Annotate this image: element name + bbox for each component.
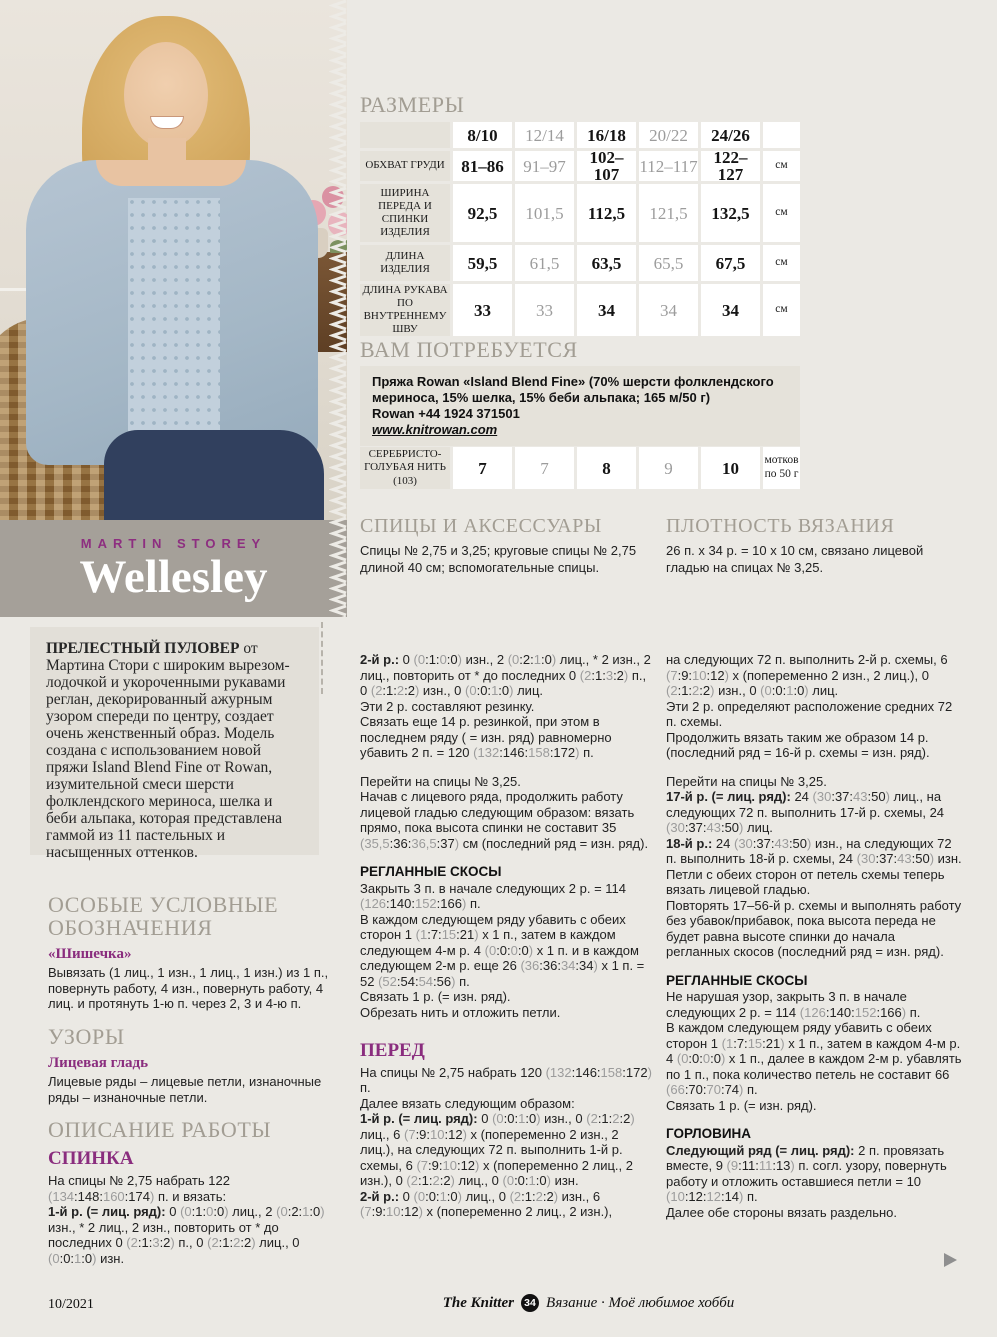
instruction-paragraph: Петли с обеих сторон от петель схемы теперь вязать лицевой гладью.: [666, 866, 945, 897]
table-cell: 67,5: [701, 245, 760, 281]
table-cell: [763, 122, 800, 148]
instruction-paragraph: В каждом следующем ряду убавить с обеих сторон 1 (1:7:15:21) х 1 п., затем в каждом 4-м р. 4 (0:0:0:0) х 1 п., далее в каждом 2-м р. убавлять по 1 п., пока количество петель не составит 66 (66:70:70:74) п.: [666, 1020, 962, 1097]
instruction-paragraph: на следующих 72 п. выполнить 2-й р. схемы, 6 (7:9:10:12) х (попеременно 2 изн., 2 лиц.), 0 (2:1:2:2) изн., 0 (0:0:1:0) лиц.: [666, 652, 948, 698]
yarn-description: Пряжа Rowan «Island Blend Fine» (70% шерсти фолклендского мериноса, 15% шелка, 15% беби альпака; 165 м/50 г): [372, 374, 774, 405]
gauge-heading: ПЛОТНОСТЬ ВЯЗАНИЯ: [666, 515, 895, 537]
gauge-text: 26 п. х 34 р. = 10 х 10 см, связано лицевой гладью на спицах № 3,25.: [666, 543, 924, 575]
intro-box: [30, 627, 319, 861]
footer-tagline: Вязание · Моё любимое хобби: [545, 1294, 735, 1311]
instruction-paragraph: 17-й р. (= лиц. ряд): 24 (30:37:43:50) лиц., на следующих 72 п. выполнить 17-й р. схемы, 24 (30:37:43:50) лиц.: [666, 789, 945, 835]
table-cell: 7: [515, 447, 574, 489]
table-cell: 65,5: [639, 245, 698, 281]
table-cell: 33: [515, 284, 574, 336]
table-cell: см: [763, 184, 800, 242]
table-cell: 112,5: [577, 184, 636, 242]
footer-brand: The Knitter: [442, 1294, 514, 1311]
table-cell: ШИРИНА ПЕРЕДА И СПИНКИ ИЗДЕЛИЯ: [360, 184, 450, 242]
section-heading: ОПИСАНИЕ РАБОТЫ: [48, 1117, 272, 1143]
sub-heading: «Шишечка»: [48, 946, 132, 963]
table-cell: 92,5: [453, 184, 512, 242]
table-cell: 8: [577, 447, 636, 489]
table-cell: 9: [639, 447, 698, 489]
model-photo: [0, 0, 347, 520]
table-cell: [360, 122, 450, 148]
intro-paragraph: [46, 640, 303, 861]
table-cell: 34: [577, 284, 636, 336]
table-cell: мотков по 50 г: [763, 447, 800, 489]
instruction-paragraph: Не нарушая узор, закрыть 3 п. в начале следующих 2 р. = 114 (126:140:152:166) п.: [666, 989, 921, 1020]
model-jeans: [104, 430, 324, 520]
table-cell: ДЛИНА РУКАВА ПО ВНУТРЕННЕМУ ШВУ: [360, 284, 450, 336]
part-heading: СПИНКА: [48, 1148, 134, 1170]
table-cell: 63,5: [577, 245, 636, 281]
instruction-paragraph: 18-й р.: 24 (30:37:43:50) изн., на следующих 72 п. выполнить 18-й р. схемы, 24 (30:37:43:50) изн.: [666, 835, 962, 866]
intro-text: от Мартина Стори с широким вырезом-лодочкой и укороченными рукавами реглан, декорированный ажурным узором спереди по центру, создает очень женственный образ. Модель создана с использованием новой пряжи Island Blend Fine от Rowan, изумительной смеси шерсти фолклендского мериноса, шелка и беби альпака, которая представлена гаммой из 11 пастельных и насыщенных оттенков.: [46, 640, 290, 861]
part-heading: ПЕРЕД: [360, 1040, 425, 1061]
table-cell: 33: [453, 284, 512, 336]
table-cell: 122–127: [701, 151, 760, 181]
instruction-paragraph: Связать 1 р. (= изн. ряд).: [360, 989, 511, 1004]
instruction-paragraph: 2-й р.: 0 (0:1:0:0) изн., 2 (0:2:1:0) лиц., * 2 изн., 2 лиц., повторить от * до последних 0 (2:1:3:2) п., 0 (2:1:2:2) изн., 0 (0:0:1:0) лиц.: [360, 652, 651, 698]
instruction-paragraph: Перейти на спицы № 3,25.: [360, 773, 521, 789]
torn-edge-zigzag-icon: [329, 0, 347, 617]
intro-lead: ПРЕЛЕСТНЫЙ ПУЛОВЕР: [46, 640, 240, 657]
yarn-amount-table: [360, 447, 800, 489]
spacer: [360, 761, 654, 774]
table-cell: 34: [701, 284, 760, 336]
instruction-paragraph: Обрезать нить и отложить петли.: [360, 1004, 561, 1020]
instruction-paragraph: Лицевые ряды – лицевые петли, изнаночные ряды – изнаночные петли.: [48, 1074, 322, 1105]
step-heading: ГОРЛОВИНА: [666, 1126, 752, 1141]
table-cell: 24/26: [701, 122, 760, 148]
spacer: [666, 960, 962, 973]
instruction-paragraph: Следующий ряд (= лиц. ряд): 2 п. провязать вместе, 9 (9:11:11:13) п. согл. узору, повернуть работу и отложить оставшиеся петли = 10 (10:12:12:14) п.: [666, 1142, 947, 1204]
table-cell: ДЛИНА ИЗДЕЛИЯ: [360, 245, 450, 281]
fold-dashed-line: [321, 622, 323, 694]
footer-page-number: 34: [521, 1294, 539, 1312]
table-cell: 20/22: [639, 122, 698, 148]
needles-heading: СПИЦЫ И АКСЕССУАРЫ: [360, 515, 602, 537]
instruction-paragraph: 1-й р. (= лиц. ряд): 0 (0:1:0:0) лиц., 2 (0:2:1:0) изн., * 2 лиц., 2 изн., повторить от * до последних 0 (2:1:3:2) п., 0 (2:1:2:2) лиц., 0 (0:0:1:0) изн.: [48, 1204, 325, 1266]
step-heading: РЕГЛАННЫЕ СКОСЫ: [360, 864, 502, 879]
instruction-paragraph: Продолжить вязать таким же образом 14 р. (последний ряд = 16-й р. схемы = изн. ряд).: [666, 729, 930, 760]
yarn-phone: Rowan +44 1924 371501: [372, 406, 520, 421]
instruction-paragraph: Далее обе стороны вязать раздельно.: [666, 1204, 897, 1220]
instruction-paragraph: На спицы № 2,75 набрать 120 (132:146:158:172) п.: [360, 1064, 652, 1096]
table-cell: 101,5: [515, 184, 574, 242]
lace-panel: [128, 198, 220, 464]
table-cell: 112–117: [639, 151, 698, 181]
instruction-paragraph: Вывязать (1 лиц., 1 изн., 1 лиц., 1 изн.) из 1 п., повернуть работу, 4 изн., повернуть работу, 4 лиц. и протянуть 1-ю п. через 2, 3 и 4-ю п.: [48, 965, 329, 1012]
instruction-paragraph: Закрыть 3 п. в начале следующих 2 р. = 114 (126:140:152:166) п.: [360, 880, 627, 911]
instruction-paragraph: Далее вязать следующим образом:: [360, 1095, 575, 1111]
table-cell: 59,5: [453, 245, 512, 281]
table-cell: 102–107: [577, 151, 636, 181]
materials-heading: ВАМ ПОТРЕБУЕТСЯ: [360, 337, 578, 362]
instruction-paragraph: Повторять 17–56-й р. схемы и выполнять работу без убавок/прибавок, пока высота переда не будет равна высоте спинки до начала регланных скосов (последний ряд = изн. ряд).: [666, 897, 962, 959]
model-face: [124, 42, 208, 148]
instruction-paragraph: Эти 2 р. составляют резинку.: [360, 698, 535, 714]
instructions-column-1: [48, 893, 330, 1266]
table-cell: 12/14: [515, 122, 574, 148]
table-cell: 8/10: [453, 122, 512, 148]
instruction-paragraph: Перейти на спицы № 3,25.: [666, 773, 827, 789]
instruction-paragraph: Связать еще 14 р. резинкой, при этом в последнем ряду ( = изн. ряд) равномерно убавить 2 п. = 120 (132:146:158:172) п.: [360, 714, 612, 760]
table-cell: 7: [453, 447, 512, 489]
spacer: [360, 851, 654, 864]
instruction-paragraph: 1-й р. (= лиц. ряд): 0 (0:0:1:0) изн., 0 (2:1:2:2) лиц., 6 (7:9:10:12) х (попеременно 2 изн., 2 лиц.), на следующих 72 п. выполнить 1-й р. схемы, 6 (7:9:10:12) х (попеременно 2 лиц., 2 изн.), 0 (2:1:2:2) лиц., 0 (0:0:1:0) изн.: [360, 1111, 635, 1189]
instruction-paragraph: 2-й р.: 0 (0:0:1:0) лиц., 0 (2:1:2:2) изн., 6 (7:9:10:12) х (попеременно 2 лиц., 2 изн.),: [360, 1188, 613, 1220]
sub-heading: Лицевая гладь: [48, 1055, 149, 1072]
section-heading: УЗОРЫ: [48, 1023, 125, 1049]
step-heading: РЕГЛАННЫЕ СКОСЫ: [666, 972, 808, 988]
designer-name: MARTIN STOREY: [80, 536, 267, 551]
pattern-title: Wellesley: [79, 551, 268, 603]
table-cell: 91–97: [515, 151, 574, 181]
table-cell: см: [763, 284, 800, 336]
section-heading: ОСОБЫЕ УСЛОВНЫЕ ОБОЗНАЧЕНИЯ: [48, 892, 279, 941]
continued-arrow-icon: [944, 1253, 957, 1267]
instruction-paragraph: В каждом следующем ряду убавить с обеих сторон 1 (1:7:15:21) х 1 п., затем в каждом следующем 4-м р. 4 (0:0:0:0) х 1 п. и в каждом следующем 2-м р. еще 26 (36:36:34:34) х 1 п. = 52 (52:54:54:56) п.: [360, 911, 645, 989]
needles-text: Спицы № 2,75 и 3,25; круговые спицы № 2,75 длиной 40 см; вспомогательные спицы.: [360, 543, 637, 575]
instructions-column-2: [360, 652, 654, 1220]
table-cell: см: [763, 151, 800, 181]
sizes-heading: РАЗМЕРЫ: [360, 92, 465, 117]
table-cell: 121,5: [639, 184, 698, 242]
footer: [180, 1294, 997, 1312]
footer-issue: 10/2021: [48, 1297, 94, 1312]
instruction-paragraph: Связать 1 р. (= изн. ряд).: [666, 1097, 817, 1113]
spacer: [666, 761, 962, 774]
instruction-paragraph: На спицы № 2,75 набрать 122 (134:148:160:174) п. и вязать:: [48, 1173, 230, 1204]
table-cell: 61,5: [515, 245, 574, 281]
boat-neckline: [96, 160, 246, 186]
table-cell: 132,5: [701, 184, 760, 242]
table-cell: 10: [701, 447, 760, 489]
table-cell: 16/18: [577, 122, 636, 148]
table-cell: 81–86: [453, 151, 512, 181]
yarn-info-box: [360, 366, 800, 446]
table-cell: см: [763, 245, 800, 281]
instruction-paragraph: Эти 2 р. определяют расположение средних 72 п. схемы.: [666, 698, 953, 729]
spacer: [360, 1020, 654, 1033]
table-cell: 34: [639, 284, 698, 336]
table-cell: СЕРЕБРИСТО-ГОЛУБАЯ НИТЬ (103): [360, 447, 450, 489]
spacer: [666, 1113, 962, 1126]
yarn-website: www.knitrowan.com: [372, 422, 498, 437]
instructions-column-3: [666, 652, 962, 1220]
sizes-table: [360, 122, 800, 336]
title-band: [0, 520, 347, 617]
instruction-paragraph: Начав с лицевого ряда, продолжить работу лицевой гладью следующим образом: вязать прямо, пока высота спинки не составит 35 (35,5:36:36,5:37) см (последний ряд = изн. ряд).: [360, 789, 649, 851]
table-cell: ОБХВАТ ГРУДИ: [360, 151, 450, 181]
